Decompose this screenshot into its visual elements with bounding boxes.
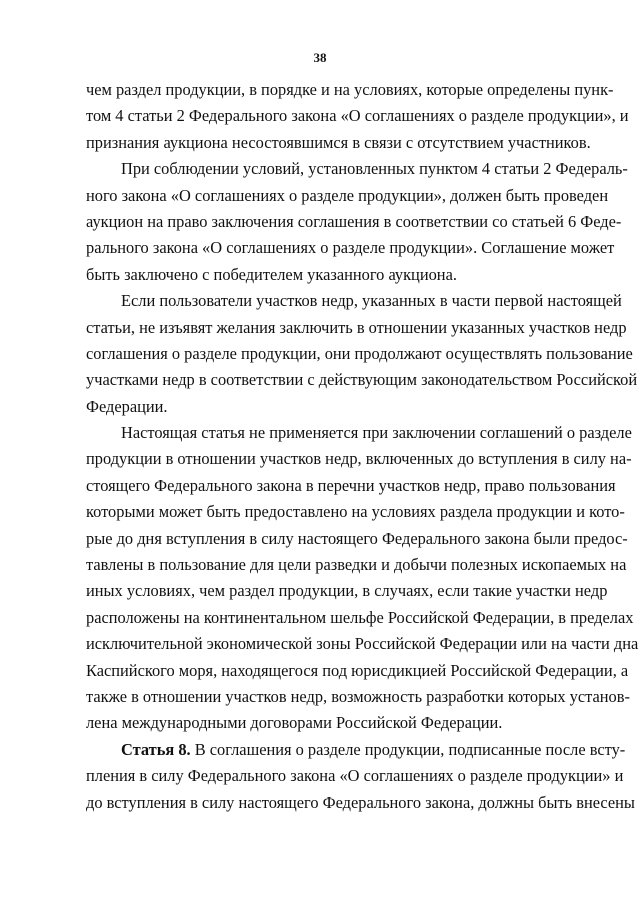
text-line: соглашения о разделе продукции, они продолжают осуществлять пользование — [86, 343, 633, 363]
paragraph-4 — [86, 420, 639, 737]
text-line: продукции в отношении участков недр, включенных до вступления в силу на- — [86, 449, 632, 469]
text-line: Настоящая статья не применяется при заключении соглашений о разделе — [121, 423, 632, 443]
text-line: статьи, не изъявят желания заключить в отношении указанных участков недр — [86, 317, 627, 337]
text-line: лена международными договорами Российской Федерации. — [86, 713, 503, 733]
text-line: Каспийского моря, находящегося под юрисдикцией Российской Федерации, а — [86, 660, 629, 680]
paragraph-3 — [86, 288, 638, 420]
text-line: иных условиях, чем раздел продукции, в случаях, если такие участки недр — [86, 581, 608, 601]
text-line: Если пользователи участков недр, указанных в части первой настоящей — [121, 291, 622, 311]
paragraph-2 — [86, 156, 628, 288]
text-line: чем раздел продукции, в порядке и на условиях, которые определены пунк- — [86, 80, 614, 99]
text-line: пления в силу Федерального закона «О соглашениях о разделе продукции» и — [86, 766, 624, 786]
text-line: том 4 статьи 2 Федерального закона «О соглашениях о разделе продукции», и — [86, 106, 629, 126]
text-line: до вступления в силу настоящего Федерального закона, должны быть внесены — [86, 792, 635, 812]
text-line: также в отношении участков недр, возможность разработки которых установ- — [86, 686, 630, 706]
text-line: признания аукциона несостоявшимся в связи с отсутствием участников. — [86, 132, 591, 152]
article-8-paragraph — [86, 737, 635, 816]
text-line: При соблюдении условий, установленных пунктом 4 статьи 2 Федераль- — [121, 159, 628, 179]
paragraph-1 — [86, 77, 629, 156]
text-line: аукцион на право заключения соглашения в соответствии со статьей 6 Феде- — [86, 211, 622, 231]
article-label: Статья 8. — [121, 739, 191, 759]
document-body — [86, 77, 639, 816]
text-line: которыми может быть предоставлено на условиях раздела продукции и кото- — [86, 502, 625, 522]
text-line: рые до дня вступления в силу настоящего Федерального закона были предос- — [86, 528, 628, 548]
text-line: ного закона «О соглашениях о разделе продукции», должен быть проведен — [86, 185, 609, 205]
text-line: рального закона «О соглашениях о разделе продукции». Соглашение может — [86, 238, 615, 258]
text-line: стоящего Федерального закона в перечни участков недр, право пользования — [86, 475, 616, 495]
page-number: 38 — [313, 50, 327, 65]
text-line: исключительной экономической зоны Российской Федерации или на части дна — [86, 634, 639, 654]
text-line: Федерации. — [86, 396, 168, 416]
text-line: быть заключено с победителем указанного аукциона. — [86, 264, 457, 284]
text-line: расположены на континентальном шельфе Российской Федерации, в пределах — [86, 607, 634, 627]
article-text: В соглашения о разделе продукции, подписанные после всту- — [190, 739, 626, 759]
text-line: тавлены в пользование для цели разведки и добычи полезных ископаемых на — [86, 555, 627, 575]
text-line: участками недр в соответствии с действующим законодательством Российской — [86, 370, 638, 390]
text-line — [86, 737, 626, 763]
